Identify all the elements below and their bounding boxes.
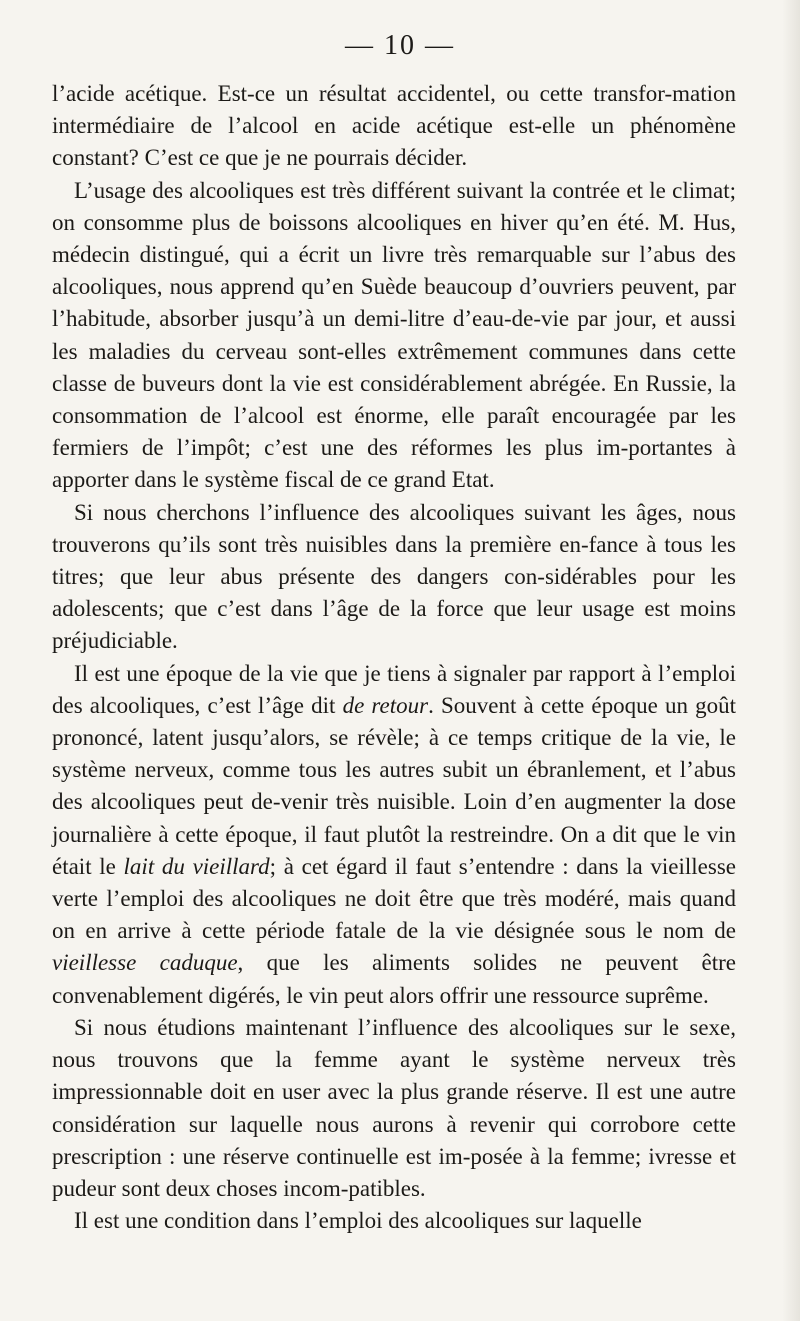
text-run: Si nous étudions maintenant l’influence des alcooliques sur le sexe, nous trouvons que la femme ayant le système nerveux très impressionnable doit en user avec la plus grande réserve. Il est une autre considération sur laquelle nous aurons à revenir qui corrobore cette prescription : une réserve continuelle est im-posée à la femme; ivresse et pudeur sont deux choses incom-patibles. [52,1014,736,1201]
paragraph [52,175,736,497]
text-run: L’usage des alcooliques est très différent suivant la contrée et le climat; on consomme plus de boissons alcooliques en hiver qu’en été. M. Hus, médecin distingué, qui a écrit un livre très remarquable sur l’abus des alcooliques, nous apprend qu’en Suède beaucoup d’ouvriers peuvent, par l’habitude, absorber jusqu’à un demi-litre d’eau-de-vie par jour, et aussi les maladies du cerveau sont-elles extrêmement communes dans cette classe de buveurs dont la vie est considérablement abrégée. En Russie, la consommation de l’alcool est énorme, elle paraît encouragée par les fermiers de l’impôt; c’est une des réformes les plus im-portantes à apporter dans le système fiscal de ce grand Etat. [52,177,736,493]
body-text [52,78,736,1237]
text-run: ; à cet égard il faut s’entendre : dans la vieillesse verte l’emploi des alcooliques ne doit être que très modéré, mais quand on en arrive à cette période fatale de la vie désignée sous le nom de [52,853,736,944]
paragraph [52,1012,736,1205]
text-run: . Souvent à cette époque un goût prononcé, latent jusqu’alors, se révèle; à ce temps critique de la vie, le système nerveux, comme tous les autres subit un ébranlement, et l’abus des alcooliques peut de-venir très nuisible. Loin d’en augmenter la dose journalière à cette époque, il faut plutôt la restreindre. On a dit que le vin était le [52,692,737,879]
text-run: l’acide acétique. Est-ce un résultat accidentel, ou cette transfor-mation intermédiaire de l’alcool en acide acétique est-elle un phénomène constant? C’est ce que je ne pourrais décider. [52,81,736,171]
paragraph [52,78,736,175]
text-run: Il est une époque de la vie que je tiens à signaler par rapport à l’emploi des alcooliques, c’est l’âge dit [52,660,736,718]
paragraph [52,497,736,658]
page-number: — 10 — [345,30,455,61]
paragraph [52,658,736,1012]
text-run: Si nous cherchons l’influence des alcooliques suivant les âges, nous trouverons qu’ils sont très nuisibles dans la première en-fance à tous les titres; que leur abus présente des dangers con-sidérables pour les adolescents; que c’est dans l’âge de la force que leur usage est moins préjudiciable. [52,499,736,654]
italic-term: vieillesse caduque [52,950,238,976]
italic-term: lait du vieillard [123,853,270,879]
italic-term: de retour [342,692,429,718]
paragraph [52,1205,736,1237]
text-run: , que les aliments solides ne peuvent être convenablement digérés, le vin peut alors offrir une ressource suprême. [52,950,736,1008]
text-run: Il est une condition dans l’emploi des alcooliques sur laquelle [74,1208,642,1234]
